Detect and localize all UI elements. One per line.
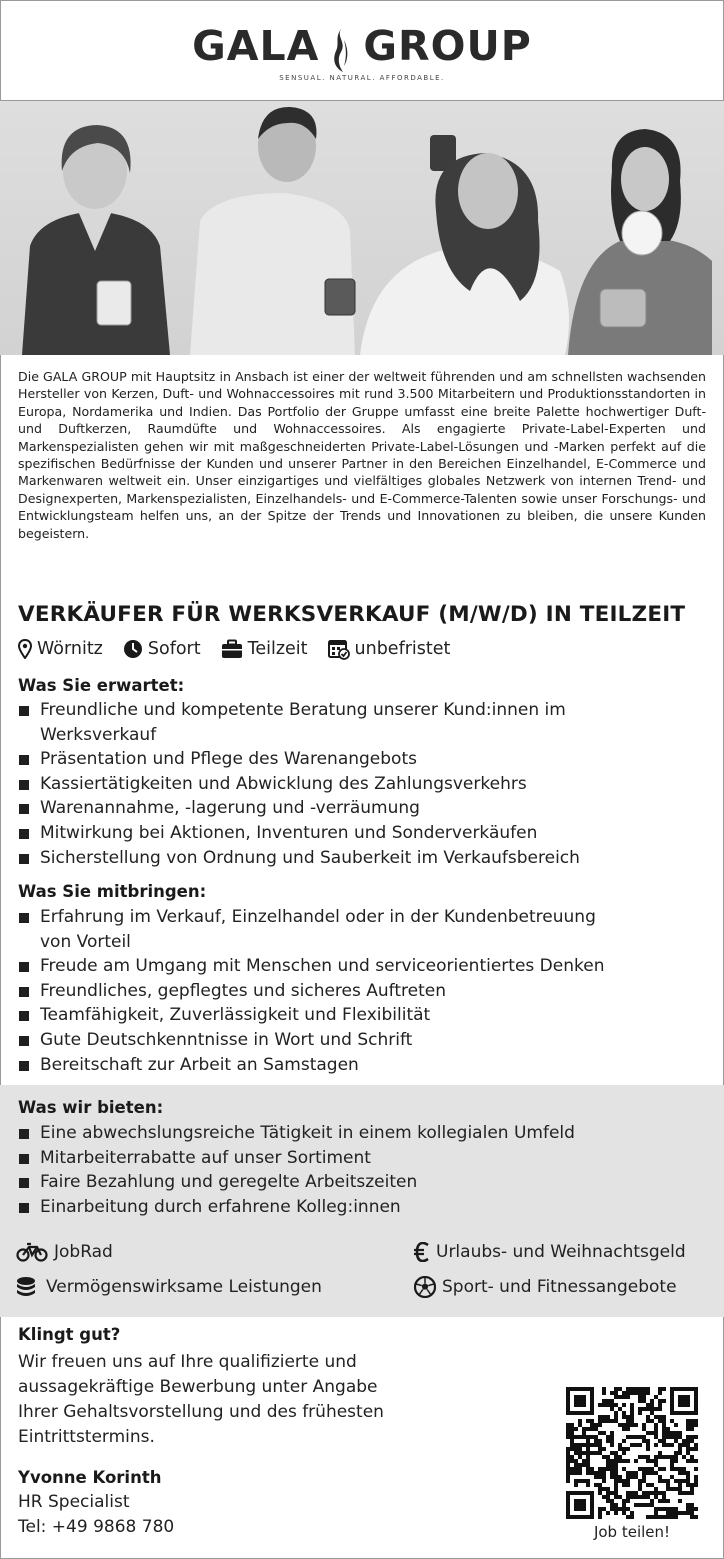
logo-text-right: GROUP bbox=[363, 22, 532, 70]
contact-name: Yvonne Korinth bbox=[18, 1468, 162, 1487]
list-item: Freundliches, gepflegtes und sicheres Auftreten bbox=[18, 979, 678, 1004]
qr-label: Job teilen! bbox=[593, 1523, 671, 1541]
person-3 bbox=[360, 153, 569, 355]
person-2 bbox=[190, 107, 355, 355]
type-text: Teilzeit bbox=[247, 639, 308, 659]
map-pin-icon bbox=[18, 639, 32, 659]
gala-group-logo bbox=[192, 22, 532, 70]
bring-list bbox=[18, 905, 678, 1077]
list-item: Warenannahme, -lagerung und -verräumung bbox=[18, 796, 678, 821]
offer-list bbox=[18, 1121, 678, 1219]
contact-text: Wir freuen uns auf Ihre qualifizierte und aussagekräftige Bewerbung unter Angabe Ihrer Gehaltsvorstellung und des frühesten Eintrittstermins. bbox=[18, 1352, 384, 1447]
list-item: Faire Bezahlung und geregelte Arbeitszeiten bbox=[18, 1170, 678, 1195]
soccer-ball-icon bbox=[414, 1276, 436, 1298]
team-photo bbox=[0, 101, 724, 355]
list-item: Bereitschaft zur Arbeit an Samstagen bbox=[18, 1053, 678, 1078]
list-item: Mitarbeiterrabatte auf unser Sortiment bbox=[18, 1146, 678, 1171]
list-item: Sicherstellung von Ordnung und Sauberkeit im Verkaufsbereich bbox=[18, 846, 678, 871]
euro-icon bbox=[414, 1242, 430, 1262]
offer-heading: Was wir bieten: bbox=[18, 1098, 164, 1117]
list-item: Einarbeitung durch erfahrene Kolleg:innen bbox=[18, 1195, 678, 1220]
list-item: Freundliche und kompetente Beratung unserer Kund:innen im Werksverkauf bbox=[18, 698, 678, 747]
list-item: Kassiertätigkeiten und Abwicklung des Zahlungsverkehrs bbox=[18, 772, 678, 797]
tagline: SENSUAL. NATURAL. AFFORDABLE. bbox=[279, 74, 445, 82]
logo-text-left: GALA bbox=[192, 22, 320, 70]
expect-list bbox=[18, 698, 678, 870]
contract-text: unbefristet bbox=[354, 639, 451, 659]
person-1 bbox=[22, 125, 170, 355]
list-item: Teamfähigkeit, Zuverlässigkeit und Flexibilität bbox=[18, 1003, 678, 1028]
perk-jobrad-text: JobRad bbox=[54, 1242, 113, 1262]
contact-heading: Klingt gut? bbox=[18, 1325, 121, 1344]
meta-contract bbox=[328, 638, 451, 660]
meta-start bbox=[123, 639, 201, 659]
clock-icon bbox=[123, 639, 143, 659]
meta-location bbox=[18, 639, 103, 659]
perk-sport-text: Sport- und Fitnessangebote bbox=[442, 1277, 677, 1297]
contact-phone[interactable]: Tel: +49 9868 780 bbox=[18, 1517, 175, 1537]
job-meta bbox=[18, 638, 470, 660]
perk-jobrad bbox=[16, 1242, 113, 1262]
perk-sport bbox=[414, 1276, 677, 1298]
bring-heading: Was Sie mitbringen: bbox=[18, 882, 207, 901]
list-item: Erfahrung im Verkauf, Einzelhandel oder in der Kundenbetreuung von Vorteil bbox=[18, 905, 678, 954]
header bbox=[0, 0, 724, 101]
calendar-check-icon bbox=[328, 638, 350, 660]
location-text: Wörnitz bbox=[37, 639, 103, 659]
qr-code[interactable] bbox=[566, 1387, 698, 1519]
perk-bonus-text: Urlaubs- und Weihnachtsgeld bbox=[436, 1242, 686, 1262]
person-4 bbox=[568, 129, 712, 355]
perk-bonus bbox=[414, 1242, 686, 1262]
meta-type bbox=[221, 639, 308, 659]
job-title: VERKÄUFER FÜR WERKSVERKAUF (M/W/D) IN TEILZEIT bbox=[18, 602, 686, 627]
list-item: Präsentation und Pflege des Warenangebots bbox=[18, 747, 678, 772]
list-item: Gute Deutschkenntnisse in Wort und Schrift bbox=[18, 1028, 678, 1053]
company-intro: Die GALA GROUP mit Hauptsitz in Ansbach ist einer der weltweit führenden und am schnellsten wachsenden Hersteller von Kerzen, Duft- und Wohnaccessoires mit rund 3.500 Mitarbeitern und Produktionsstandorten in Europa, Nordamerika und Indien. Das Portfolio der Gruppe umfasst eine breite Palette hochwertiger Duft- und Duftkerzen, Raumdüfte und Wohnaccessoires. Als engagierte Private-Label-Experten und Markenspezialisten gehen wir mit maßgeschneiderten Private-Label-Lösungen und -Marken perfekt auf die spezifischen Bedürfnisse der Kunden und unserer Partner in den Bereichen Einzelhandel, E-Commerce und Markenwaren weltweit ein. Unser einzigartiges und vielfältiges globales Netzwerk von internen Trend- und Designexperten, Markenspezialisten, Einzelhandels- und E-Commerce-Talenten sowie unser Forschungs- und Entwicklungsteam helfen uns, an der Spitze der Trends und Innovationen zu bleiben, die unsere Kunden begeistern. bbox=[18, 369, 706, 541]
bicycle-icon bbox=[16, 1242, 48, 1262]
perk-vwl bbox=[16, 1276, 322, 1298]
expect-heading: Was Sie erwartet: bbox=[18, 676, 185, 695]
contact-role: HR Specialist bbox=[18, 1492, 130, 1512]
list-item: Eine abwechslungsreiche Tätigkeit in einem kollegialen Umfeld bbox=[18, 1121, 678, 1146]
flame-icon bbox=[329, 26, 353, 74]
list-item: Mitwirkung bei Aktionen, Inventuren und Sonderverkäufen bbox=[18, 821, 678, 846]
briefcase-icon bbox=[221, 639, 243, 659]
perk-vwl-text: Vermögenswirksame Leistungen bbox=[46, 1277, 322, 1297]
coins-icon bbox=[16, 1276, 40, 1298]
start-text: Sofort bbox=[147, 639, 201, 659]
list-item: Freude am Umgang mit Menschen und serviceorientiertes Denken bbox=[18, 954, 678, 979]
